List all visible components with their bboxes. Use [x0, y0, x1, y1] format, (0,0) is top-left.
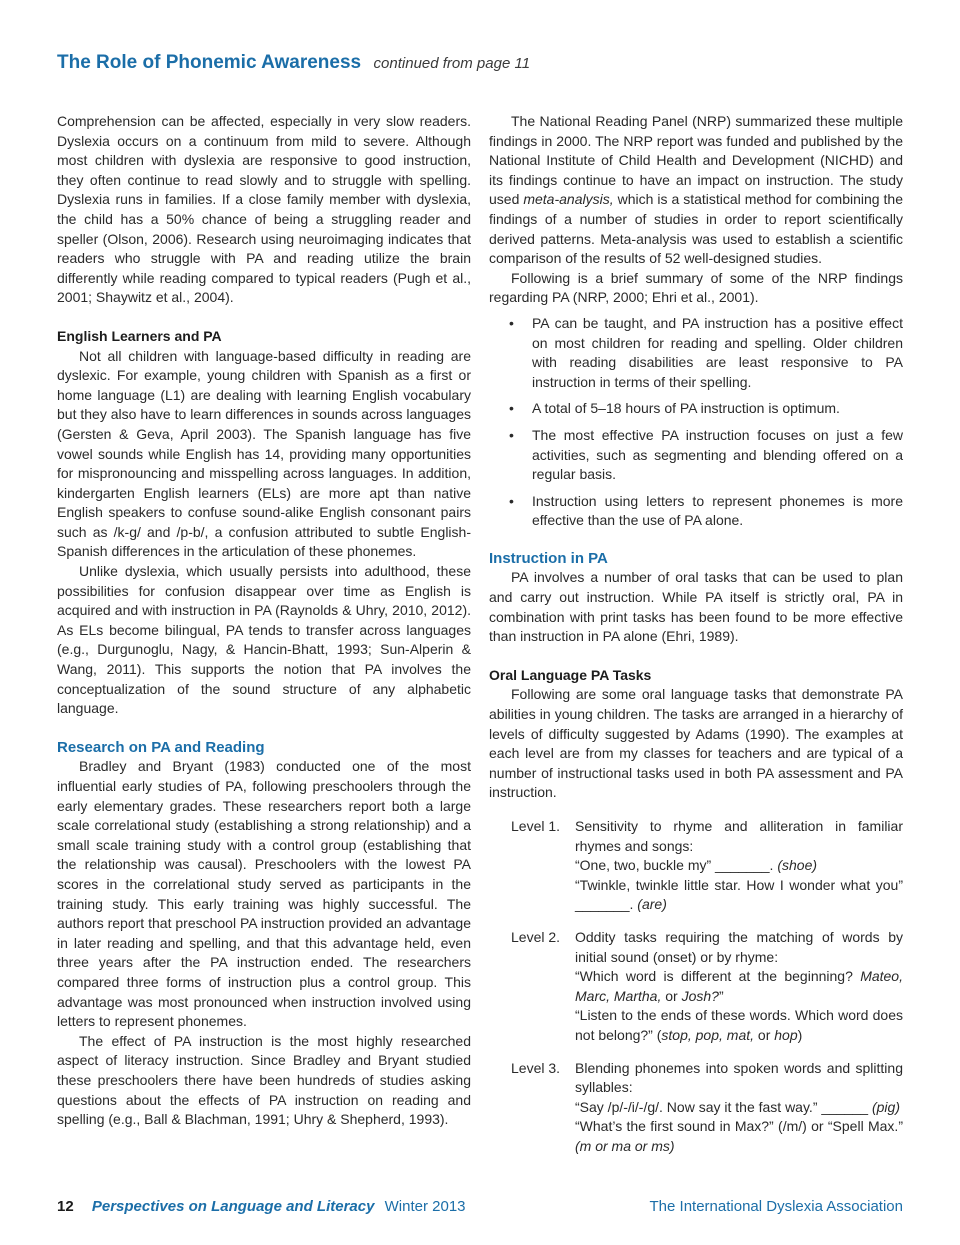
emphasis: (shoe)	[777, 857, 818, 874]
text-run: which is a statistical method for combining the findings of a number of studies in order to report scientifically derived patterns. Meta-analysis was used to establish a scientific comparison of the results of 52 well-designed studies.	[489, 191, 903, 267]
emphasis: (are)	[637, 896, 667, 913]
level-example	[575, 1006, 903, 1045]
paragraph	[489, 112, 903, 269]
level-item	[489, 928, 903, 1046]
list-item-text: PA can be taught, and PA instruction has a positive effect on most children for reading and spelling. Older children with reading disabilities are least responsive to PA instruction in terms of their spelling.	[532, 314, 903, 390]
section-heading-oral-tasks: Oral Language PA Tasks	[489, 666, 652, 683]
paragraph: Comprehension can be affected, especially in very slow readers. Dyslexia occurs on a continuum from mild to severe. Although most children with dyslexia are responsive to good instruction, they often continue to read slowly and to struggle with spelling. Dyslexia runs in families. If a close family member with dyslexia, the child has a 50% chance of being a struggling reader and speller (Olson, 2006). Research using neuroimaging indicates that readers who struggle with PA and reading utilize the brain differently while reading compared to typical readers (Pugh et al., 2001; Shaywitz et al., 2004).	[57, 113, 471, 306]
page-header	[57, 52, 530, 74]
paragraph: Unlike dyslexia, which usually persists into adulthood, these possibilities for confusion disappear over time as English is acquired and with instruction in PA (Raynolds & Uhry, 2010, 2012). As ELs become bilingual, PA tends to transfer across languages (e.g., Durgunoglu, Nagy, & Hancin-Bhatt, 1993; Sun-Alperin & Wang, 2011). This supports the notion that PA involves the conceptualization of the sound structure of any alphabetic language.	[57, 563, 471, 717]
continued-note: continued from page 11	[373, 55, 531, 72]
levels-list	[489, 817, 903, 1157]
text-run: “Twinkle, twinkle little star. How I wonder what you” _______.	[575, 876, 903, 913]
list-item	[489, 426, 903, 485]
right-column	[489, 112, 903, 1170]
level-body	[575, 928, 903, 1046]
bullet-icon: •	[509, 314, 514, 331]
emphasis: (pig)	[871, 1098, 900, 1115]
emphasis: hop	[774, 1026, 798, 1043]
level-example	[575, 856, 903, 876]
text-run: or	[754, 1026, 775, 1043]
list-item	[489, 492, 903, 531]
paragraph: Not all children with language-based difficulty in reading are dyslexic. For example, young children with Spanish as a first or home language (L1) are dealing with learning English vocabulary but they also have to learn differences in sounds across languages (Gersten & Geva, April 2003). The Spanish language has five vowel sounds while English has 14, providing many opportunities for mispronouncing and misspelling across languages. In addition, kindergarten English learners (ELs) are more apt than native English speakers to confuse sound-alike English consonant pairs such as /k-g/ and /p-b/, a confusion attributed to subtle English-Spanish differences in the articulation of these phonemes.	[57, 347, 471, 560]
section-heading-instruction: Instruction in PA	[489, 549, 608, 567]
level-item	[489, 817, 903, 915]
level-example	[575, 876, 903, 915]
text-run: “What’s the first sound in Max?” (/m/) or “Spell Max.”	[575, 1118, 903, 1135]
paragraph: Following is a brief summary of some of the NRP findings regarding PA (NRP, 2000; Ehri et al., 2001).	[489, 269, 903, 306]
list-item	[489, 314, 903, 392]
page-footer	[57, 1198, 903, 1215]
bullet-icon: •	[509, 426, 514, 443]
organization-name: The International Dyslexia Association	[649, 1198, 903, 1215]
level-label: Level 1.	[511, 818, 561, 834]
list-item-text: Instruction using letters to represent phonemes is more effective than the use of PA alone.	[532, 492, 903, 529]
journal-title: Perspectives on Language and Literacy	[91, 1198, 375, 1215]
text-run: “Listen to the ends of these words. Which word does not belong?” (	[575, 1007, 903, 1043]
issue-label: Winter 2013	[384, 1198, 466, 1215]
section-heading-english-learners: English Learners and PA	[57, 327, 222, 344]
paragraph: PA involves a number of oral tasks that can be used to plan and carry out instruction. While PA itself is strictly oral, PA in combination with print tasks has been found to be more effective than instruction in PA alone (Ehri, 1989).	[489, 569, 903, 645]
paragraph: Bradley and Bryant (1983) conducted one of the most influential early studies of PA, following preschoolers through the early elementary grades. These researchers report both a large scale correlational study (establishing a strong relationship) and a small scale training study with a control group (establishing that the relationship was causal). Preschoolers with the lowest PA scores in the correlational study served as participants in the training study. This early training was highly successful. The authors report that preschool PA instruction provided an advantage in later reading and spelling, and that this advantage held, even three years after the PA instruction ended. The researchers compared three forms of instruction plus a control group. This advantage was most pronounced when instruction involved using letters to represent phonemes.	[57, 758, 471, 1030]
text-run: or	[661, 987, 682, 1004]
findings-list	[489, 314, 903, 531]
text-run: ”	[718, 987, 724, 1004]
level-description: Sensitivity to rhyme and alliteration in familiar rhymes and songs:	[575, 818, 903, 854]
text-run: “One, two, buckle my” _______.	[575, 857, 778, 874]
bullet-icon: •	[509, 492, 514, 509]
bullet-icon: •	[509, 400, 514, 417]
list-item-text: A total of 5–18 hours of PA instruction is optimum.	[532, 400, 840, 417]
level-example	[575, 1098, 903, 1118]
level-example	[575, 1117, 903, 1156]
left-column	[57, 112, 471, 1130]
emphasis: (m or ma or ms)	[575, 1137, 675, 1154]
section-heading-research: Research on PA and Reading	[57, 738, 265, 756]
level-description: Blending phonemes into spoken words and splitting syllables:	[575, 1059, 903, 1096]
paragraph: Following are some oral language tasks that demonstrate PA abilities in young children. The tasks are arranged in a hierarchy of levels of difficulty suggested by Adams (1990). The examples at each level are from my classes for teachers and are typical of a number of instructional tasks used in both PA assessment and PA instruction.	[489, 686, 903, 801]
level-description: Oddity tasks requiring the matching of words by initial sound (onset) or by rhyme:	[575, 928, 903, 965]
text-run: “Which word is different at the beginning?	[575, 968, 861, 985]
text-run: “Say /p/-/i/-/g/. Now say it the fast way.” ______	[575, 1098, 872, 1115]
level-body	[575, 817, 903, 915]
paragraph: The effect of PA instruction is the most highly researched aspect of literacy instruction. Since Bradley and Bryant studied these preschoolers there have been hundreds of studies asking questions about the effects of PA instruction on reading and spelling (e.g., Ball & Blachman, 1991; Uhry & Shepherd, 1993).	[57, 1032, 471, 1128]
level-example	[575, 967, 903, 1006]
level-body	[575, 1059, 903, 1157]
list-item	[489, 399, 903, 419]
page-number: 12	[57, 1198, 74, 1215]
emphasis: meta-analysis,	[523, 191, 614, 208]
level-item	[489, 1059, 903, 1157]
level-label: Level 2.	[511, 928, 561, 945]
emphasis: Mateo, Marc, Martha,	[575, 968, 903, 1004]
list-item-text: The most effective PA instruction focuses on just a few activities, such as segmenting and blending offered on a regular basis.	[532, 426, 903, 483]
emphasis: Josh?	[681, 987, 719, 1004]
article-title: The Role of Phonemic Awareness	[57, 52, 362, 73]
text-run: The National Reading Panel (NRP) summarized these multiple findings in 2000. The NRP report was funded and published by the National Institute of Child Health and Development (NICHD) and its findings continue to have an impact on instruction. The study used	[489, 113, 903, 208]
level-label: Level 3.	[511, 1059, 561, 1076]
emphasis: stop, pop, mat,	[661, 1026, 755, 1043]
text-run: )	[797, 1026, 803, 1043]
